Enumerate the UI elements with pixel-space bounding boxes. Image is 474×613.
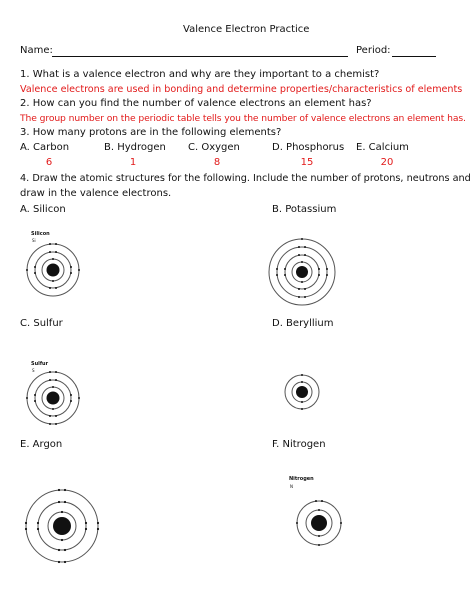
structure-label-nitrogen: F. Nitrogen: [272, 439, 326, 450]
element-label-calcium: E. Calcium: [356, 142, 409, 153]
structure-label-silicon: A. Silicon: [20, 204, 66, 215]
sulfur-nucleus: [47, 392, 60, 405]
page-title: Valence Electron Practice: [183, 24, 310, 35]
proton-count-hydrogen: 1: [129, 157, 137, 168]
proton-count-carbon: 6: [45, 157, 53, 168]
element-label-carbon: A. Carbon: [20, 142, 70, 153]
nitrogen-diagram-title: Nitrogen: [289, 476, 314, 482]
structure-label-potassium: B. Potassium: [272, 204, 337, 215]
question-1: 1. What is a valence electron and why are they important to a chemist?: [20, 69, 380, 80]
question-4-line-2: draw in the valence electrons.: [20, 188, 172, 199]
sulfur-diagram-symbol: S: [32, 368, 35, 373]
structure-label-argon: E. Argon: [20, 439, 63, 450]
element-label-oxygen: C. Oxygen: [188, 142, 240, 153]
structure-label-beryllium: D. Beryllium: [272, 318, 334, 329]
proton-count-phosphorus: 15: [300, 157, 314, 168]
element-label-hydrogen: B. Hydrogen: [104, 142, 166, 153]
beryllium-nucleus: [296, 386, 308, 398]
question-3: 3. How many protons are in the following elements?: [20, 127, 282, 138]
structure-label-sulfur: C. Sulfur: [20, 318, 63, 329]
answer-1: Valence electrons are used in bonding and determine properties/characteristics of elements: [20, 84, 463, 95]
question-4-line-1: 4. Draw the atomic structures for the following. Include the number of protons, neutrons and: [20, 173, 471, 184]
name-label: Name:: [20, 45, 53, 56]
silicon-diagram-title: Silicon: [31, 231, 50, 237]
proton-count-calcium: 20: [380, 157, 394, 168]
sulfur-diagram-title: Sulfur: [31, 361, 49, 367]
argon-nucleus: [53, 517, 71, 535]
period-label: Period:: [356, 45, 391, 56]
name-field[interactable]: [52, 56, 348, 57]
nitrogen-nucleus: [311, 515, 327, 531]
question-2: 2. How can you find the number of valence electrons an element has?: [20, 98, 372, 109]
silicon-diagram-symbol: Si: [32, 238, 36, 243]
potassium-atom-diagram: [266, 236, 338, 308]
argon-atom-diagram: [20, 484, 104, 568]
nitrogen-atom-diagram: [292, 496, 346, 550]
potassium-nucleus: [296, 266, 308, 278]
silicon-atom-diagram: [17, 240, 89, 300]
proton-count-oxygen: 8: [213, 157, 221, 168]
sulfur-atom-diagram: [17, 368, 89, 428]
period-field[interactable]: [392, 56, 436, 57]
element-label-phosphorus: D. Phosphorus: [272, 142, 345, 153]
answer-2: The group number on the periodic table tells you the number of valence electrons an element has.: [20, 113, 466, 124]
beryllium-atom-diagram: [280, 370, 324, 414]
nitrogen-diagram-symbol: N: [290, 484, 293, 489]
silicon-nucleus: [47, 264, 60, 277]
